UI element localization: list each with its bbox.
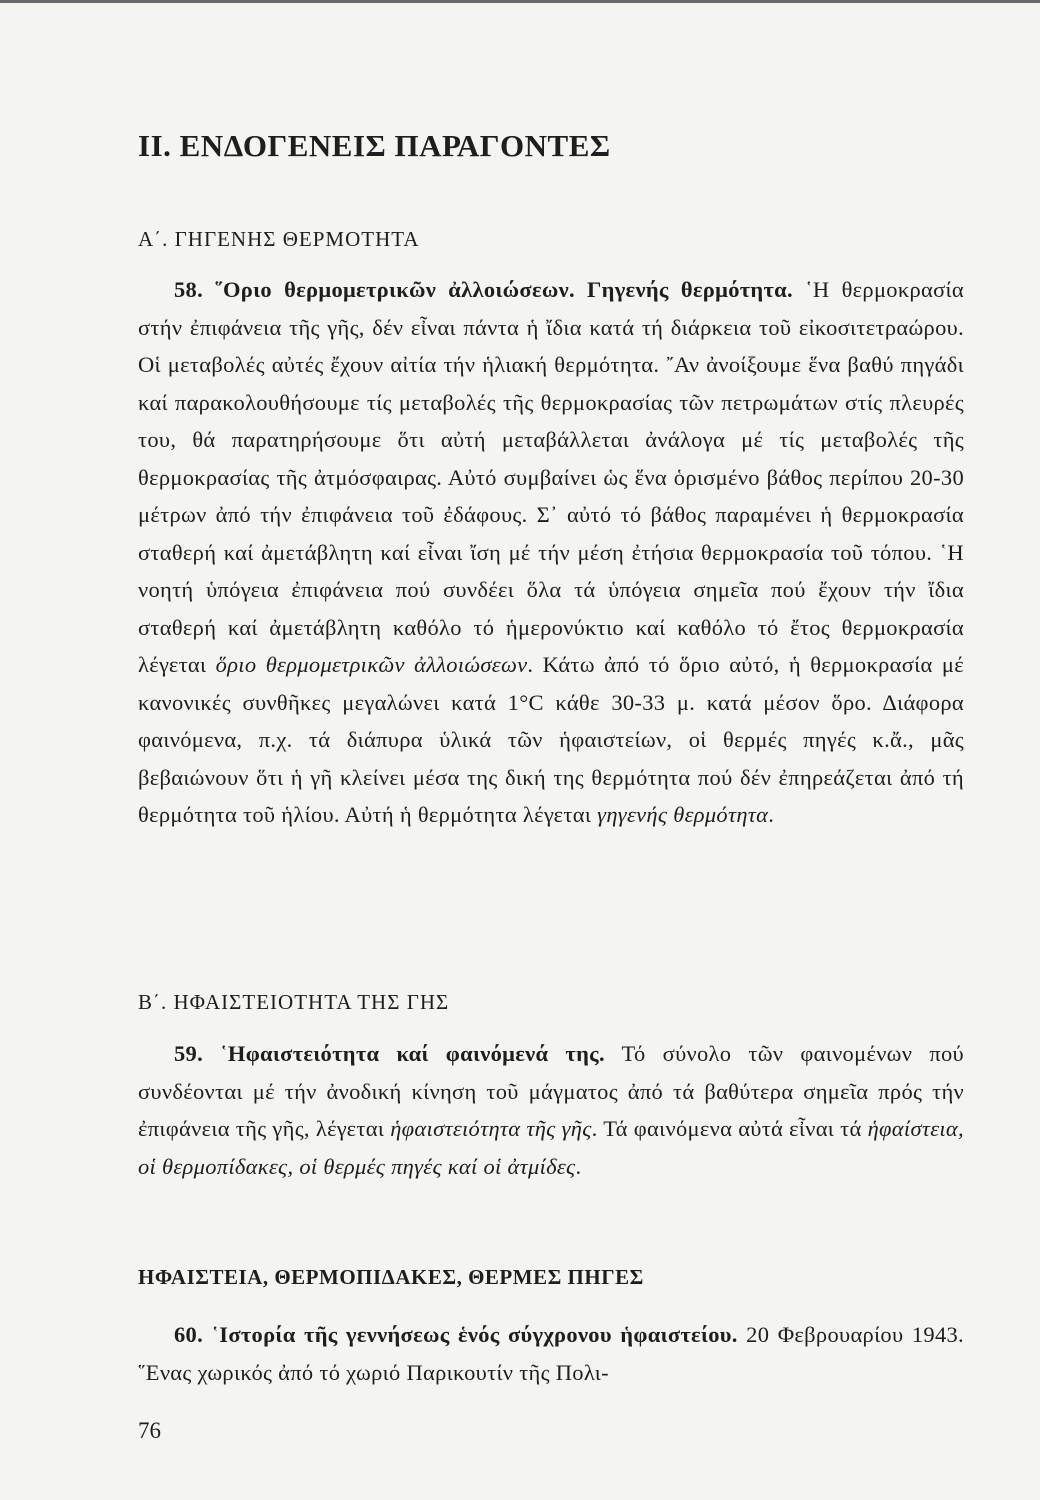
- term-italic: ἡφαιστειότητα τῆς γῆς: [390, 1116, 592, 1141]
- paragraph-60: [138, 1316, 964, 1391]
- paragraph-heading: ῾Ιστορία τῆς γεννήσεως ἑνός σύγχρονου ἡφαιστείου.: [211, 1322, 738, 1347]
- paragraph-text: Τό σύνολο τῶν φαινομένων πού συνδέονται μέ τήν ἀνοδική κίνηση τοῦ μάγματος ἀπό τά βαθύτερα σημεῖα πρός τήν ἐπιφάνεια τῆς γῆς, λέγεται: [138, 1041, 964, 1141]
- paragraph-text: ῾Η θερμοκρασία στήν ἐπιφάνεια τῆς γῆς, δέν εἶναι πάντα ἡ ἴδια κατά τή διάρκεια τοῦ εἰκοσιτετραώρου. Οἱ μεταβολές αὐτές ἔχουν αἰτία τήν ἡλιακή θερμότητα. ῎Αν ἀνοίξουμε ἕνα βαθύ πηγάδι καί παρακολουθήσουμε τίς μεταβολές τῆς θερμοκρασίας τῶν πετρωμάτων στίς πλευρές του, θά παρατηρήσουμε ὅτι αὐτή μεταβάλλεται ἀνάλογα μέ τίς μεταβολές τῆς θερμοκρασίας τῆς ἀτμόσφαιρας. Αὐτό συμβαίνει ὡς ἕνα ὁρισμένο βάθος περίπου 20-30 μέτρων ἀπό τήν ἐπιφάνεια τοῦ ἐδάφους. Σ᾽ αὐτό τό βάθος παραμένει ἡ θερμοκρασία σταθερή καί ἀμετάβλητη καί εἶναι ἴση μέ τήν μέση ἐτήσια θερμοκρασία τοῦ τόπου. ῾Η νοητή ὑπόγεια ἐπιφάνεια πού συνδέει ὅλα τά ὑπόγεια σημεῖα πού ἔχουν τήν ἴδια σταθερή καί ἀμετάβλητη καθόλο τό ἡμερονύκτιο καί καθόλο τό ἔτος θερμοκρασία λέγεται: [138, 277, 964, 677]
- paragraph-heading: ῾Ηφαιστειότητα καί φαινόμενά της.: [220, 1041, 605, 1066]
- section-heading-b: Β΄. ΗΦΑΙΣΤΕΙΟΤΗΤΑ ΤΗΣ ΓΗΣ: [138, 990, 450, 1014]
- paragraph-text: .: [768, 802, 775, 827]
- paragraph-text: .: [575, 1153, 582, 1179]
- paragraph-number: 58.: [174, 277, 204, 302]
- paragraph-59: [138, 1035, 964, 1185]
- term-italic: γηγενής θερμότητα: [597, 802, 769, 827]
- chapter-title: II. ΕΝΔΟΓΕΝΕΙΣ ΠΑΡΑΓΟΝΤΕΣ: [138, 128, 611, 163]
- page-top-edge: [0, 0, 1040, 3]
- section-heading-c: ΗΦΑΙΣΤΕΙΑ, ΘΕΡΜΟΠΙΔΑΚΕΣ, ΘΕΡΜΕΣ ΠΗΓΕΣ: [138, 1265, 644, 1289]
- paragraph-text: . Τά φαινόμενα αὐτά εἶναι τά: [591, 1116, 862, 1141]
- paragraph-number: 60.: [174, 1322, 204, 1347]
- paragraph-58: [138, 271, 964, 834]
- section-heading-a: Α΄. ΓΗΓΕΝΗΣ ΘΕΡΜΟΤΗΤΑ: [138, 227, 420, 251]
- paragraph-text: . Κάτω ἀπό τό ὅριο αὐτό, ἡ θερμοκρασία μέ κανονικές συνθῆκες μεγαλώνει κατά 1°C κάθε 30-33 μ. κατά μέσον ὅρο. Διάφορα φαινόμενα, π.χ. τά διάπυρα ὑλικά τῶν ἡφαιστείων, οἱ θερμές πηγές κ.ἄ., μᾶς βεβαιώνουν ὅτι ἡ γῆ κλείνει μέσα της δική της θερμότητα πού δέν ἐπηρεάζεται ἀπό τή θερμότητα τοῦ ἡλίου. Αὐτή ἡ θερμότητα λέγεται: [138, 652, 964, 827]
- term-italic: ὅριο θερμομετρικῶν ἀλλοιώσεων: [215, 652, 528, 677]
- term-italic: ἡφαίστεια, οἱ θερμοπίδακες, οἱ θερμές πηγές καί οἱ ἀτμίδες: [138, 1116, 964, 1179]
- paragraph-heading: ῞Οριο θερμομετρικῶν ἀλλοιώσεων. Γηγενής θερμότητα.: [215, 277, 793, 302]
- paragraph-number: 59.: [174, 1041, 204, 1066]
- page-number: 76: [138, 1418, 161, 1443]
- paragraph-text: 20 Φεβρουαρίου 1943. ῞Ενας χωρικός ἀπό τό χωριό Παρικουτίν τῆς Πολι-: [138, 1322, 964, 1385]
